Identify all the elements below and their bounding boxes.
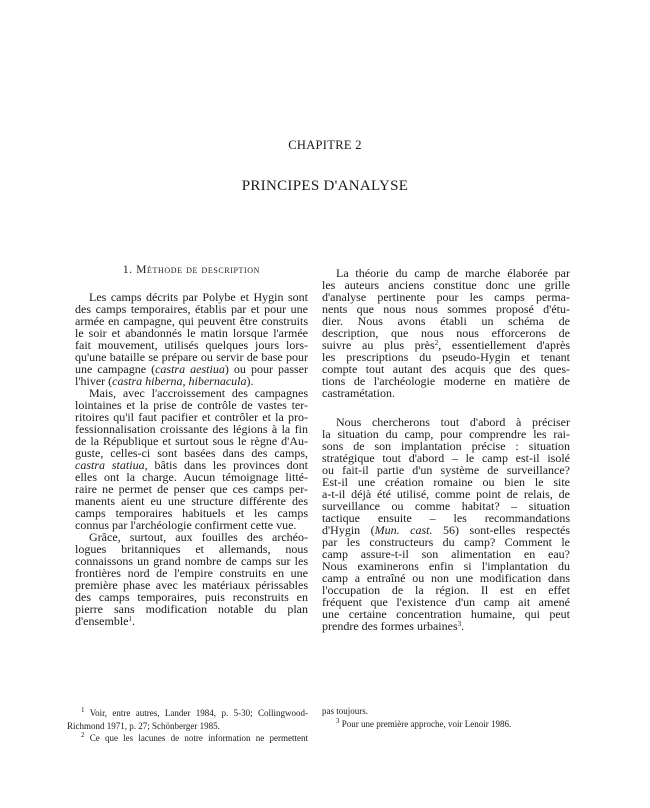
text-segment: raire ne permet de penser que ces camps per- xyxy=(75,482,308,496)
text-segment: une campagne ( xyxy=(75,362,156,376)
text-segment: logues britanniques et allemands, nous xyxy=(75,542,308,556)
text-segment: pas toujours. xyxy=(322,706,368,716)
text-segment: le soir et abandonnés le matin lorsque l'armée xyxy=(75,326,308,340)
footnote-ref: 3 xyxy=(336,716,340,725)
text-segment: ritoires qu'il faut pacifier et contrôler et la pro- xyxy=(75,410,308,424)
text-segment: d'Hygin ( xyxy=(322,523,375,537)
text-segment: ou fait-il partie d'un système de surveillance? xyxy=(322,463,570,477)
text-segment: . xyxy=(461,619,465,633)
text-segment: de la République et surtout sous le règne d'Au- xyxy=(75,434,308,448)
paragraph-gap xyxy=(322,399,570,416)
text-segment: connaissons un grand nombre de camps sur les xyxy=(75,554,308,568)
text-line xyxy=(75,615,308,627)
text-segment: fréquent que l'existence d'un camp ait amené xyxy=(322,595,570,609)
text-line xyxy=(322,387,570,399)
text-segment: Est-il une création romaine ou bien le site xyxy=(322,475,570,489)
text-segment: castramétation. xyxy=(322,386,395,400)
text-segment: La théorie du camp de marche élaborée par xyxy=(336,266,570,280)
text-segment: nents que nous nous sommes proposé d'étu- xyxy=(322,302,570,316)
text-segment: guste, celles-ci sont basées dans des camps, xyxy=(75,446,308,460)
text-segment: Les camps décrits par Polybe et Hygin sont xyxy=(89,290,308,304)
text-segment: , essentiellement d'après xyxy=(438,338,570,352)
text-segment: une certaine concentration humaine, qui peut xyxy=(322,607,570,621)
text-segment: des camps temporaires, établis par et pour une xyxy=(75,302,308,316)
text-segment: , bâtis dans les provinces dont xyxy=(144,458,308,472)
footnote-ref: 1 xyxy=(81,706,85,714)
footnote-ref: 1 xyxy=(128,615,132,623)
text-segment: . xyxy=(131,614,135,628)
text-segment: prendre des formes urbaines xyxy=(322,619,458,633)
text-segment: Pour une première approche, voir Lenoir 1986. xyxy=(339,718,512,729)
text-segment: camp assure-t-il son alimentation en eau? xyxy=(322,547,570,561)
text-segment: des camps temporaires, puis reconstruits en xyxy=(75,590,308,604)
text-line xyxy=(322,718,570,731)
text-segment: a-t-il déjà été utilisé, comme point de relais, de xyxy=(322,487,570,501)
text-segment: d'ensemble xyxy=(75,614,129,628)
footnote-ref: 3 xyxy=(457,620,462,628)
text-segment: armée en campagne, qui peuvent être construits xyxy=(75,314,308,328)
text-segment: Nous chercherons tout d'abord à préciser xyxy=(336,415,570,429)
text-segment: tactique ensuite – les recommandations xyxy=(322,511,570,525)
italic-text: castra hiberna, hibernacula xyxy=(112,374,247,388)
footnotes-right xyxy=(322,705,570,730)
text-segment: ). xyxy=(246,374,254,388)
text-segment: pierre sans modification notable du plan xyxy=(75,602,308,616)
right-column xyxy=(322,267,570,632)
footnote-ref: 2 xyxy=(81,731,85,739)
text-segment: première phase avec les matériaux périssables xyxy=(75,578,308,592)
text-line xyxy=(322,620,570,632)
text-segment: qu'une bataille se prépare ou servir de base pour xyxy=(75,350,308,364)
text-segment: les auteurs anciens constitue donc une grille xyxy=(322,278,570,292)
text-segment: par les constructeurs du camp? Comment le xyxy=(322,535,570,549)
text-segment: stratégique tout d'abord – le camp est-il isolé xyxy=(322,451,570,465)
chapter-number: CHAPITRE 2 xyxy=(288,138,362,152)
text-line xyxy=(322,705,570,718)
text-line xyxy=(67,707,308,720)
text-segment: dier. Nous avons établi un schéma de xyxy=(322,314,570,328)
italic-text: Mun. cast. xyxy=(374,523,433,537)
italic-text: castra aestiua xyxy=(155,362,225,376)
text-segment: camps temporaires habituels et les camps xyxy=(75,506,308,520)
text-line xyxy=(67,732,308,745)
text-segment: camp a entraîné ou non une modification dans xyxy=(322,571,570,585)
text-segment: tions de l'archéologie moderne en matière de xyxy=(322,374,570,388)
text-segment: Mais, avec l'accroissement des campagnes xyxy=(89,386,308,400)
text-segment: l'hiver ( xyxy=(75,374,113,388)
section-heading: 1. Méthode de description xyxy=(122,264,261,276)
text-segment: lointaines et la prise de contrôle de vastes ter- xyxy=(75,398,308,412)
text-segment: la situation du camp, pour comprendre les rai- xyxy=(322,427,570,441)
text-segment: Richmond 1971, p. 27; Schönberger 1985. xyxy=(67,720,220,731)
text-segment: elles ont la charge. Aucun témoignage litté- xyxy=(75,470,308,484)
text-segment: sons de son implantation précise : situation xyxy=(322,439,570,453)
text-segment: Ce que les lacunes de notre information ne permettent xyxy=(84,733,308,743)
text-segment: d'analyse pertinente pour les camps perma- xyxy=(322,290,570,304)
text-segment: compte tout autant des acquis que des ques- xyxy=(322,362,570,376)
text-segment: connus par l'archéologie confirment cette vue. xyxy=(75,518,297,532)
text-segment: description, que nous nous efforcerons de xyxy=(322,326,570,340)
text-segment: les prescriptions du pseudo-Hygin et tenant xyxy=(322,350,570,364)
left-column xyxy=(75,291,308,627)
text-segment: Grâce, surtout, aux fouilles des archéo- xyxy=(89,530,308,544)
chapter-title: PRINCIPES D'ANALYSE xyxy=(241,178,409,194)
text-segment: Voir, entre autres, Lander 1984, p. 5-30; Collingwood- xyxy=(84,708,308,718)
text-segment: ) ou pour passer xyxy=(224,362,308,376)
text-segment: Nous examinerons enfin si l'implantation du xyxy=(322,559,570,573)
italic-text: castra statiua xyxy=(75,458,145,472)
footnote-ref: 2 xyxy=(434,339,439,347)
footnotes-left xyxy=(67,707,308,745)
text-segment: 56) sont-elles respectés xyxy=(432,523,570,537)
text-segment: surveillance ou comme habitat? – situation xyxy=(322,499,570,513)
text-segment: fessionnalisation croissante des légions à la fin xyxy=(75,422,308,436)
text-line xyxy=(67,720,308,733)
text-segment: suivre au plus près xyxy=(322,338,435,352)
text-segment: l'occupation de la région. Il est en effet xyxy=(322,583,570,597)
text-segment: manents aient eu une structure différente des xyxy=(75,494,308,508)
text-segment: frontières nord de l'empire construits en une xyxy=(75,566,308,580)
text-segment: fait mouvement, utilisés quelques jours lors- xyxy=(75,338,308,352)
